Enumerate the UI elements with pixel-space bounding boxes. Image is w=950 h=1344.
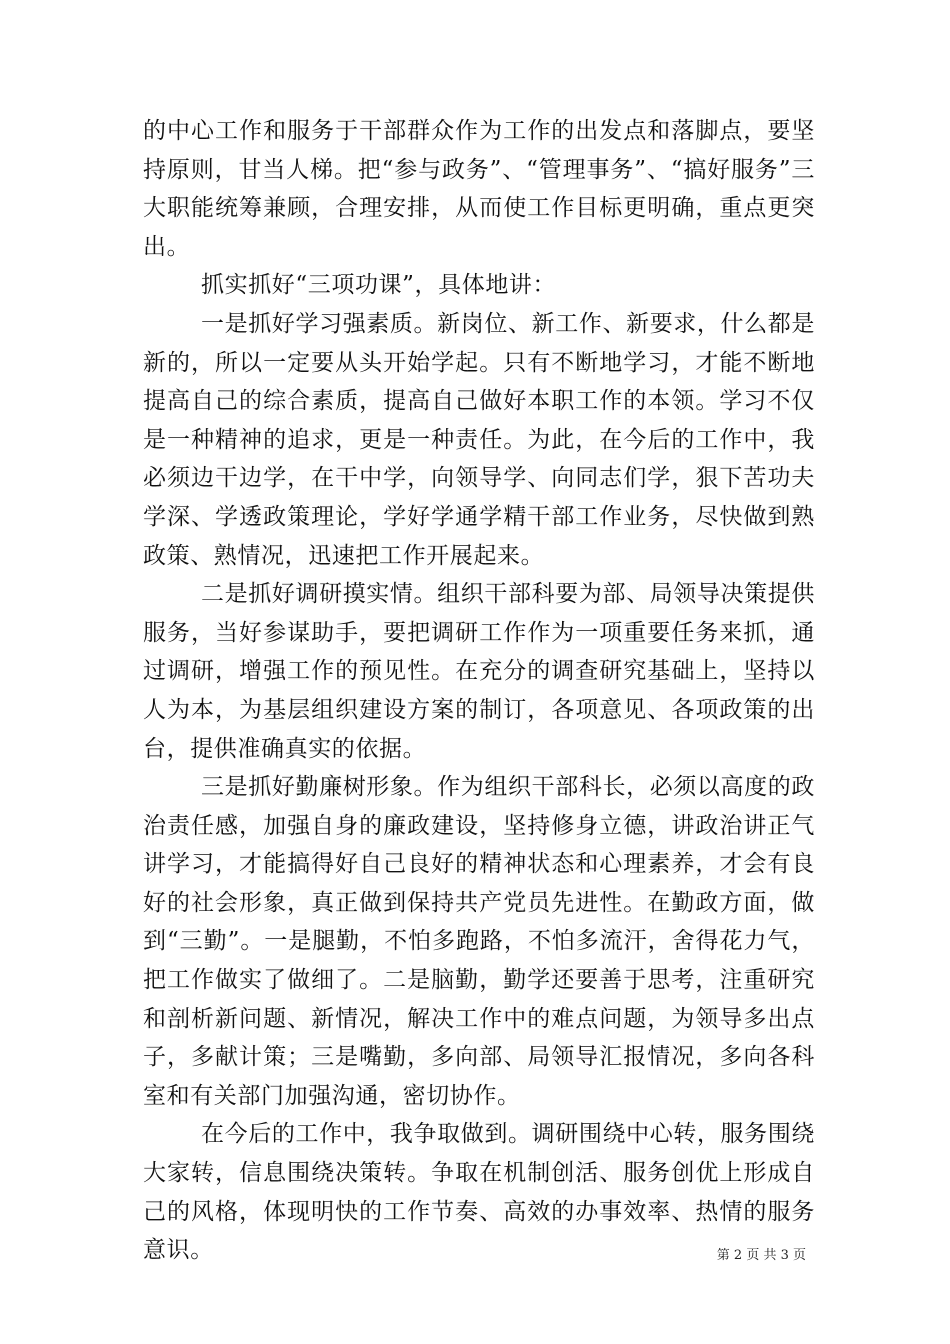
paragraph-integrity: 三是抓好勤廉树形象。作为组织干部科长，必须以高度的政治责任感，加强自身的廉政建设，坚持修身立德，讲政治讲正气讲学习，才能搞得好自己良好的精神状态和心理素养，才会有良好的社会形象，真正做到保持共产党员先进性。在勤政方面，做到“三勤”。一是腿勤，不怕多跑路，不怕多流汗，舍得花力气，把工作做实了做细了。二是脑勤，勤学还要善于思考，注重研究和剖析新问题、新情况，解决工作中的难点问题，为领导多出点子，多献计策；三是嘴勤，多向部、局领导汇报情况，多向各科室和有关部门加强沟通，密切协作。 bbox=[143, 774, 815, 1109]
paragraph-research: 二是抓好调研摸实情。组织干部科要为部、局领导决策提供服务，当好参谋助手，要把调研工作作为一项重要任务来抓，通过调研，增强工作的预见性。在充分的调查研究基础上，坚持以人为本，为基层组织建设方案的制订，各项意见、各项政策的出台，提供准确真实的依据。 bbox=[143, 581, 815, 762]
document-body bbox=[143, 112, 815, 1270]
page-number-footer: 第 2 页 共 3 页 bbox=[716, 1248, 806, 1263]
paragraph-continuation: 的中心工作和服务于干部群众作为工作的出发点和落脚点，要坚持原则，甘当人梯。把“参与政务”、“管理事务”、“搞好服务”三大职能统筹兼顾，合理安排，从而使工作目标更明确，重点更突出。 bbox=[143, 118, 815, 260]
paragraph-intro: 抓实抓好“三项功课”，具体地讲： bbox=[201, 272, 557, 299]
paragraph-conclusion: 在今后的工作中，我争取做到。调研围绕中心转，服务围绕大家转，信息围绕决策转。争取在机制创活、服务创优上形成自己的风格，体现明快的工作节奏、高效的办事效率、热情的服务意识。 bbox=[143, 1121, 815, 1264]
paragraph-study: 一是抓好学习强素质。新岗位、新工作、新要求，什么都是新的，所以一定要从头开始学起。只有不断地学习，才能不断地提高自己的综合素质，提高自己做好本职工作的本领。学习不仅是一种精神的追求，更是一种责任。为此，在今后的工作中，我必须边干边学，在干中学，向领导学、向同志们学，狠下苦功夫学深、学透政策理论，学好学通学精干部工作业务，尽快做到熟政策、熟情况，迅速把工作开展起来。 bbox=[143, 310, 815, 569]
